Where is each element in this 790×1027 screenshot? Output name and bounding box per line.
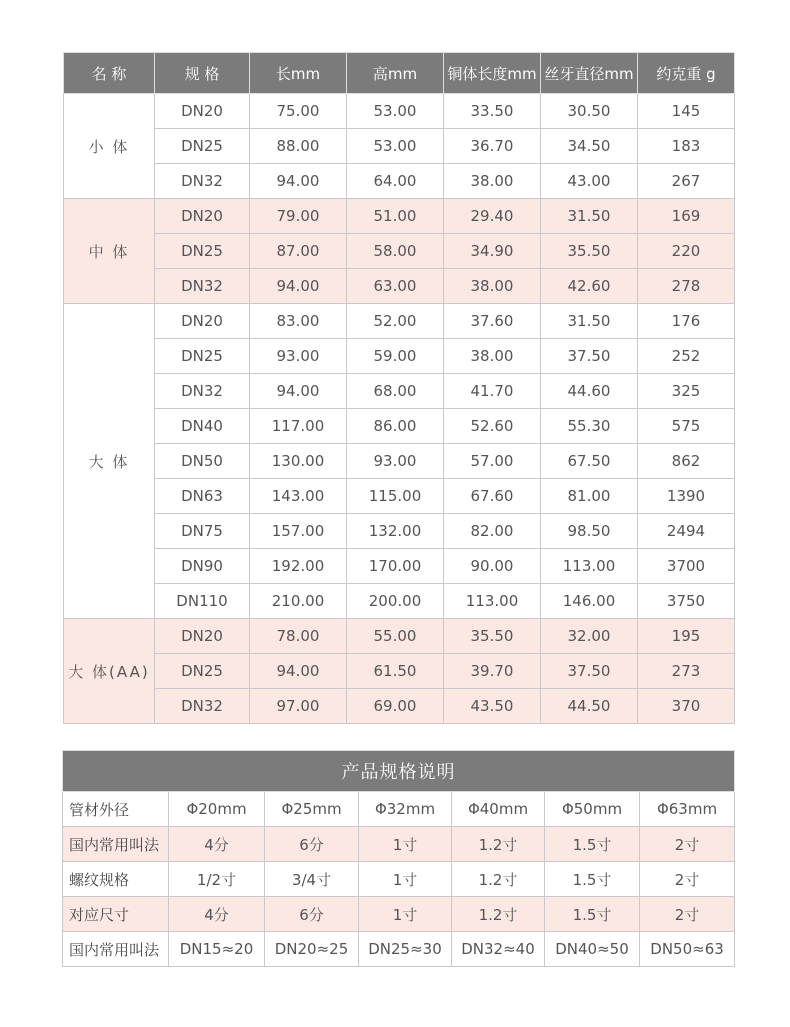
table-cell: 3700 [638, 549, 735, 584]
row-label: 管材外径 [63, 792, 169, 827]
spec-body [64, 94, 735, 724]
table-row [63, 862, 735, 897]
table-cell: 69.00 [347, 689, 444, 724]
table-cell: 1寸 [359, 862, 452, 897]
table-cell: 37.60 [444, 304, 541, 339]
table-cell: DN110 [155, 584, 250, 619]
table-cell: 195 [638, 619, 735, 654]
table-cell: DN25 [155, 654, 250, 689]
table-cell: DN32 [155, 269, 250, 304]
table-cell: 39.70 [444, 654, 541, 689]
table-cell: 862 [638, 444, 735, 479]
header-thread-diameter: 丝牙直径mm [541, 53, 638, 94]
table-cell: 41.70 [444, 374, 541, 409]
table-cell: 82.00 [444, 514, 541, 549]
table-cell: 94.00 [250, 269, 347, 304]
header-spec: 规 格 [155, 53, 250, 94]
table-row [63, 827, 735, 862]
desc-body [63, 792, 735, 967]
row-label: 国内常用叫法 [63, 827, 169, 862]
table-cell: 88.00 [250, 129, 347, 164]
table-row [64, 164, 735, 199]
table-row [64, 619, 735, 654]
table-cell: 98.50 [541, 514, 638, 549]
table-cell: 75.00 [250, 94, 347, 129]
table-cell: 94.00 [250, 164, 347, 199]
table-cell: DN75 [155, 514, 250, 549]
table-cell: DN25 [155, 339, 250, 374]
table-cell: 79.00 [250, 199, 347, 234]
table-cell: 30.50 [541, 94, 638, 129]
row-label: 对应尺寸 [63, 897, 169, 932]
table-cell: DN32 [155, 689, 250, 724]
table-row [63, 792, 735, 827]
table-row [64, 339, 735, 374]
table-cell: DN90 [155, 549, 250, 584]
table-cell: 38.00 [444, 339, 541, 374]
table-cell: DN15≈20 [169, 932, 265, 967]
table-cell: 157.00 [250, 514, 347, 549]
table-cell: 200.00 [347, 584, 444, 619]
table-cell: 210.00 [250, 584, 347, 619]
table-cell: 267 [638, 164, 735, 199]
table-cell: 575 [638, 409, 735, 444]
table-cell: 93.00 [250, 339, 347, 374]
table-cell: 34.90 [444, 234, 541, 269]
table-cell: 86.00 [347, 409, 444, 444]
table-cell: 44.60 [541, 374, 638, 409]
table-cell: 58.00 [347, 234, 444, 269]
table-cell: 32.00 [541, 619, 638, 654]
table-cell: 6分 [265, 827, 359, 862]
table-cell: 3750 [638, 584, 735, 619]
table-cell: 90.00 [444, 549, 541, 584]
table-cell: 117.00 [250, 409, 347, 444]
table-cell: 93.00 [347, 444, 444, 479]
table-cell: DN25 [155, 234, 250, 269]
header-height: 高mm [347, 53, 444, 94]
table-cell: 67.60 [444, 479, 541, 514]
table-cell: 57.00 [444, 444, 541, 479]
table-cell: 59.00 [347, 339, 444, 374]
table-row [64, 374, 735, 409]
header-length: 长mm [250, 53, 347, 94]
table-cell: 192.00 [250, 549, 347, 584]
table-cell: 1.5寸 [545, 862, 640, 897]
table-cell: 1.2寸 [452, 862, 545, 897]
table-cell: DN20 [155, 619, 250, 654]
table-cell: Φ40mm [452, 792, 545, 827]
table-cell: 6分 [265, 897, 359, 932]
table-cell: DN50≈63 [640, 932, 735, 967]
table-cell: 44.50 [541, 689, 638, 724]
table-cell: Φ32mm [359, 792, 452, 827]
table-cell: 2寸 [640, 897, 735, 932]
table-cell: 2494 [638, 514, 735, 549]
table-cell: 252 [638, 339, 735, 374]
table-cell: DN20 [155, 199, 250, 234]
table-cell: 37.50 [541, 339, 638, 374]
table-cell: 87.00 [250, 234, 347, 269]
table-row [63, 897, 735, 932]
table-cell: DN50 [155, 444, 250, 479]
table-cell: DN20 [155, 94, 250, 129]
table-cell: 52.60 [444, 409, 541, 444]
table-cell: 183 [638, 129, 735, 164]
table-row [64, 514, 735, 549]
table-cell: 2寸 [640, 862, 735, 897]
table-cell: 78.00 [250, 619, 347, 654]
desc-table [62, 750, 735, 967]
table-row [64, 304, 735, 339]
table-cell: 94.00 [250, 654, 347, 689]
table-row [64, 129, 735, 164]
table-row [64, 654, 735, 689]
group-name: 中 体 [64, 199, 155, 304]
table-cell: 29.40 [444, 199, 541, 234]
table-cell: DN40≈50 [545, 932, 640, 967]
table-cell: 2寸 [640, 827, 735, 862]
header-name: 名 称 [64, 53, 155, 94]
table-cell: 146.00 [541, 584, 638, 619]
table-cell: 33.50 [444, 94, 541, 129]
row-label: 螺纹规格 [63, 862, 169, 897]
table-cell: 36.70 [444, 129, 541, 164]
table-cell: 113.00 [444, 584, 541, 619]
table-cell: 35.50 [444, 619, 541, 654]
table-cell: 1/2寸 [169, 862, 265, 897]
table-cell: DN25≈30 [359, 932, 452, 967]
table-cell: 55.00 [347, 619, 444, 654]
table-cell: 31.50 [541, 199, 638, 234]
table-cell: Φ20mm [169, 792, 265, 827]
table-cell: 81.00 [541, 479, 638, 514]
table-cell: 53.00 [347, 129, 444, 164]
group-name: 小 体 [64, 94, 155, 199]
table-cell: DN32 [155, 164, 250, 199]
table-row [63, 932, 735, 967]
table-cell: 3/4寸 [265, 862, 359, 897]
table-cell: 370 [638, 689, 735, 724]
table-cell: DN40 [155, 409, 250, 444]
table-cell: 68.00 [347, 374, 444, 409]
table-cell: 132.00 [347, 514, 444, 549]
table-cell: 61.50 [347, 654, 444, 689]
table-cell: 1.5寸 [545, 897, 640, 932]
spec-table [63, 52, 735, 724]
desc-title: 产品规格说明 [63, 751, 735, 792]
table-cell: 176 [638, 304, 735, 339]
table-row [64, 689, 735, 724]
table-cell: 143.00 [250, 479, 347, 514]
table-cell: DN32≈40 [452, 932, 545, 967]
table-row [64, 444, 735, 479]
group-name: 大 体 [64, 304, 155, 619]
table-cell: 1.5寸 [545, 827, 640, 862]
table-cell: 53.00 [347, 94, 444, 129]
table-cell: 64.00 [347, 164, 444, 199]
table-cell: 34.50 [541, 129, 638, 164]
header-body-length: 铜体长度mm [444, 53, 541, 94]
table-cell: 278 [638, 269, 735, 304]
header-weight: 约克重 g [638, 53, 735, 94]
table-cell: 83.00 [250, 304, 347, 339]
table-cell: 67.50 [541, 444, 638, 479]
table-cell: 43.50 [444, 689, 541, 724]
table-cell: 94.00 [250, 374, 347, 409]
table-cell: 325 [638, 374, 735, 409]
table-cell: 1寸 [359, 897, 452, 932]
table-cell: Φ63mm [640, 792, 735, 827]
table-cell: DN32 [155, 374, 250, 409]
table-cell: 52.00 [347, 304, 444, 339]
table-cell: 1.2寸 [452, 827, 545, 862]
table-cell: 273 [638, 654, 735, 689]
table-row [64, 409, 735, 444]
table-row [64, 479, 735, 514]
table-cell: 31.50 [541, 304, 638, 339]
group-name: 大 体(AA) [64, 619, 155, 724]
table-cell: 38.00 [444, 269, 541, 304]
spec-header-row [64, 53, 735, 94]
table-cell: DN20≈25 [265, 932, 359, 967]
row-label: 国内常用叫法 [63, 932, 169, 967]
table-cell: DN25 [155, 129, 250, 164]
table-cell: 4分 [169, 827, 265, 862]
table-cell: 97.00 [250, 689, 347, 724]
table-cell: 51.00 [347, 199, 444, 234]
table-cell: 42.60 [541, 269, 638, 304]
table-cell: 43.00 [541, 164, 638, 199]
table-cell: 1.2寸 [452, 897, 545, 932]
table-cell: Φ50mm [545, 792, 640, 827]
table-cell: 63.00 [347, 269, 444, 304]
table-cell: 113.00 [541, 549, 638, 584]
table-cell: 55.30 [541, 409, 638, 444]
table-cell: DN63 [155, 479, 250, 514]
table-row [64, 199, 735, 234]
table-cell: 4分 [169, 897, 265, 932]
table-cell: 220 [638, 234, 735, 269]
table-cell: 1寸 [359, 827, 452, 862]
table-row [64, 269, 735, 304]
table-cell: 1390 [638, 479, 735, 514]
table-cell: 170.00 [347, 549, 444, 584]
table-cell: 35.50 [541, 234, 638, 269]
table-cell: DN20 [155, 304, 250, 339]
table-cell: 145 [638, 94, 735, 129]
table-cell: Φ25mm [265, 792, 359, 827]
table-cell: 38.00 [444, 164, 541, 199]
table-cell: 130.00 [250, 444, 347, 479]
table-cell: 169 [638, 199, 735, 234]
table-row [64, 549, 735, 584]
table-row [64, 94, 735, 129]
table-cell: 37.50 [541, 654, 638, 689]
table-row [64, 234, 735, 269]
table-row [64, 584, 735, 619]
table-cell: 115.00 [347, 479, 444, 514]
